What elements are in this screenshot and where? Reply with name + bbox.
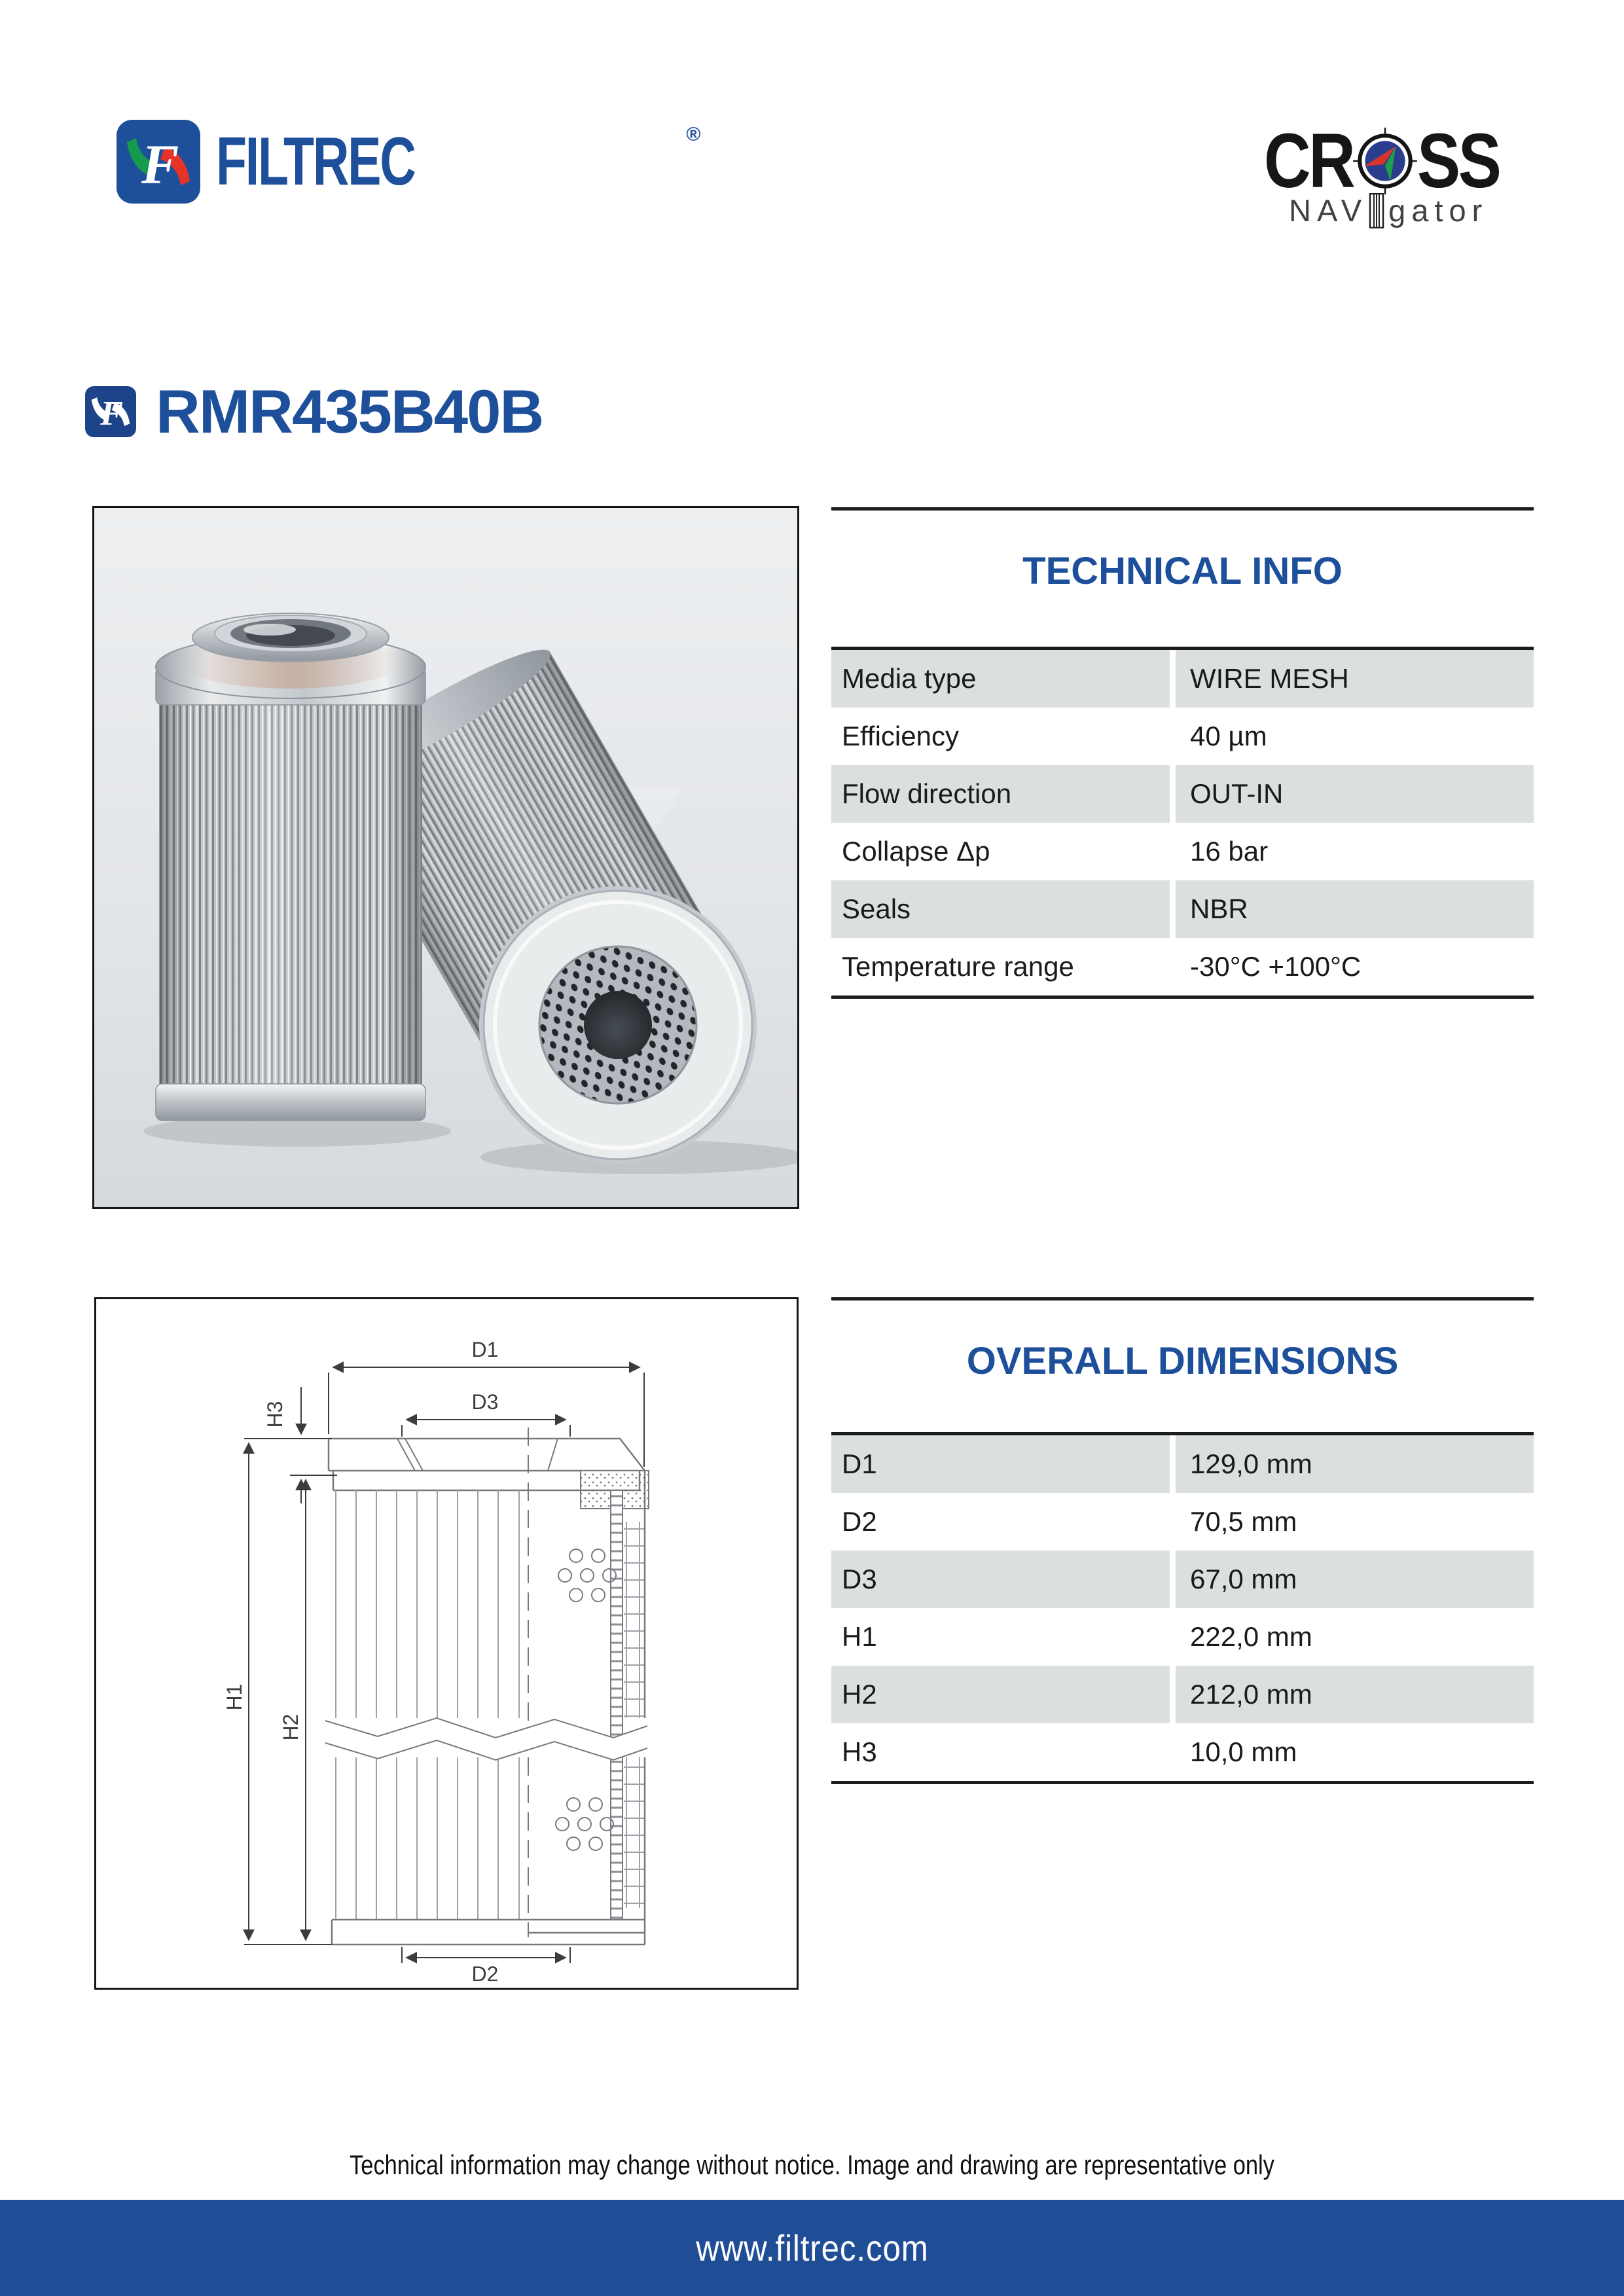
technical-info-section [831,507,1534,998]
table-cell-label: H1 [831,1608,1170,1666]
page-title: RMR435B40B [156,377,543,446]
registered-trademark-icon: ® [686,124,701,145]
table-cell-value: 70,5 mm [1176,1493,1534,1551]
table-cell-label: D2 [831,1493,1170,1551]
dimension-drawing [96,1299,797,1988]
svg-text:H3: H3 [263,1401,287,1428]
svg-text:D1: D1 [471,1338,499,1361]
filtrec-wordmark: FILTREC [216,124,415,200]
table-cell-label: Seals [831,880,1170,938]
technical-drawing [94,1297,799,1990]
filtrec-logo-icon [117,120,200,204]
cross-logo-text-cr: CR [1263,118,1354,204]
table-row [831,650,1534,708]
table-cell-value: 129,0 mm [1176,1435,1534,1493]
footer-bar [0,2200,1624,2296]
cross-logo-text-ss: SS [1417,118,1500,204]
svg-text:D2: D2 [471,1962,499,1986]
svg-text:H1: H1 [223,1683,246,1711]
dimension-lines [244,1367,644,1963]
table-cell-value: 40 µm [1176,708,1534,765]
table-cell-label: H3 [831,1723,1170,1781]
section-rule [831,507,1534,511]
table-row [831,1435,1534,1493]
compass-icon [1350,126,1420,196]
section-rule [831,1297,1534,1300]
svg-text:D3: D3 [471,1390,499,1414]
table-cell-value: OUT-IN [1176,765,1534,823]
table-row [831,1551,1534,1608]
table-cell-label: Efficiency [831,708,1170,765]
filtrec-logo [117,120,701,204]
table-row [831,1723,1534,1781]
table-cell-label: H2 [831,1666,1170,1723]
svg-text:F: F [100,395,124,433]
product-photo-illustration [94,508,797,1207]
table-cell-label: D3 [831,1551,1170,1608]
table-cell-value: 212,0 mm [1176,1666,1534,1723]
table-cell-value: WIRE MESH [1176,650,1534,708]
disclaimer-note: Technical information may change without notice. Image and drawing are representative only [350,2149,1274,2180]
table-row [831,938,1534,996]
svg-text:H2: H2 [279,1713,302,1741]
table-cell-label: Flow direction [831,765,1170,823]
table-cell-value: 16 bar [1176,823,1534,880]
table-row [831,765,1534,823]
table-row [831,1666,1534,1723]
cross-logo-text-gator: gator [1388,193,1489,228]
table-cell-value: -30°C +100°C [1176,938,1534,996]
table-row [831,708,1534,765]
table-cell-label: Media type [831,650,1170,708]
magnifier-handle-icon [1369,193,1384,228]
table-cell-value: NBR [1176,880,1534,938]
website-link: www.filtrec.com [695,2227,929,2269]
svg-text:F: F [141,133,179,196]
table-cell-value: 222,0 mm [1176,1608,1534,1666]
product-brand-icon [85,386,136,437]
overall-dimensions-title: OVERALL DIMENSIONS [966,1340,1399,1382]
cross-logo-text-nav: NAV [1289,193,1368,228]
product-photo [92,506,799,1209]
table-row [831,880,1534,938]
table-cell-label: Temperature range [831,938,1170,996]
filter-cross-section [325,1427,649,1945]
table-cell-label: Collapse Δp [831,823,1170,880]
table-cell-value: 10,0 mm [1176,1723,1534,1781]
overall-dimensions-table [831,1432,1534,1784]
table-row [831,1493,1534,1551]
overall-dimensions-section [831,1297,1534,1784]
cross-navigator-logo [1247,118,1509,228]
table-cell-label: D1 [831,1435,1170,1493]
product-title-row [85,376,543,447]
filter-element-upright [156,613,425,1121]
table-row [831,823,1534,880]
table-row [831,1608,1534,1666]
table-cell-value: 67,0 mm [1176,1551,1534,1608]
cross-logo-top-row [1247,118,1509,204]
technical-info-table [831,647,1534,999]
technical-info-title: TECHNICAL INFO [1022,550,1343,592]
